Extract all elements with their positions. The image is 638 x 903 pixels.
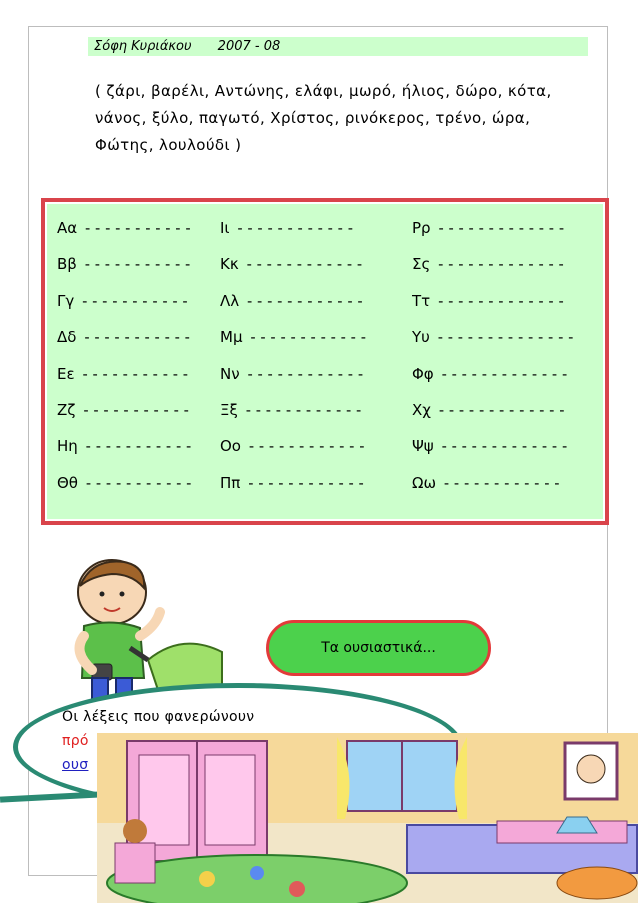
bedroom-illustration bbox=[97, 733, 638, 903]
alphabet-cell bbox=[220, 319, 412, 355]
alphabet-letters: Ρρ bbox=[412, 219, 431, 237]
word-list-line: ( ζάρι, βαρέλι, Αντώνης, ελάφι, μωρό, ήλιος, δώρο, κότα, bbox=[95, 82, 552, 100]
alphabet-blank-line: ------------- bbox=[439, 364, 571, 383]
alphabet-blank-line: ------------ bbox=[235, 219, 356, 237]
word-list-line: νάνος, ξύλο, παγωτό, Χρίστος, ρινόκερος, τρένο, ώρα, bbox=[95, 109, 531, 127]
alphabet-cell bbox=[57, 283, 220, 319]
alphabet-blank-line: ----------- bbox=[82, 328, 193, 347]
alphabet-blank-line: ----------- bbox=[83, 473, 195, 492]
alphabet-blank-line: ------------- bbox=[436, 255, 567, 274]
alphabet-letters: Νν bbox=[220, 364, 240, 383]
definition-line-3: ουσ bbox=[62, 757, 89, 773]
alphabet-blank-line: ------------ bbox=[248, 328, 369, 347]
alphabet-cell bbox=[412, 319, 597, 355]
header-bar bbox=[88, 37, 588, 56]
alphabet-cell bbox=[57, 246, 220, 282]
alphabet-letters: Ιι bbox=[220, 219, 230, 237]
alphabet-panel bbox=[45, 202, 605, 521]
alphabet-letters: Υυ bbox=[412, 328, 430, 347]
alphabet-cell bbox=[412, 283, 597, 319]
alphabet-cell bbox=[412, 246, 597, 282]
definition-line-2: πρό bbox=[62, 733, 89, 749]
nouns-pill-button[interactable] bbox=[266, 620, 491, 676]
alphabet-blank-line: ------------- bbox=[436, 219, 567, 237]
alphabet-cell bbox=[412, 465, 597, 501]
alphabet-letters: Ψψ bbox=[412, 437, 434, 456]
alphabet-cell bbox=[57, 465, 220, 501]
alphabet-frame bbox=[41, 198, 609, 525]
word-list bbox=[95, 78, 585, 159]
alphabet-letters: Φφ bbox=[412, 364, 434, 383]
alphabet-blank-line: ----------- bbox=[80, 364, 191, 383]
alphabet-letters: Ξξ bbox=[220, 400, 238, 419]
definition-line-1: Οι λέξεις που φανερώνουν bbox=[62, 709, 255, 725]
alphabet-letters: Ηη bbox=[57, 437, 78, 456]
alphabet-blank-line: ------------ bbox=[442, 473, 563, 492]
alphabet-letters: Χχ bbox=[412, 400, 431, 419]
alphabet-cell bbox=[220, 246, 412, 282]
alphabet-letters: Αα bbox=[57, 219, 78, 237]
alphabet-blank-line: ------------ bbox=[244, 255, 366, 274]
author-name: Σόφη Κυριάκου bbox=[94, 39, 192, 54]
alphabet-cell bbox=[57, 392, 220, 428]
alphabet-letters: Δδ bbox=[57, 328, 77, 347]
school-year: 2007 - 08 bbox=[217, 39, 281, 54]
alphabet-cell bbox=[220, 465, 412, 501]
alphabet-blank-line: ------------ bbox=[245, 364, 366, 383]
word-list-line: Φώτης, λουλούδι ) bbox=[95, 136, 242, 154]
alphabet-letters: Σς bbox=[412, 255, 431, 274]
alphabet-blank-line: ------------- bbox=[436, 400, 568, 419]
alphabet-blank-line: ------------ bbox=[246, 473, 367, 492]
alphabet-cell bbox=[57, 428, 220, 464]
alphabet-blank-line: ------------- bbox=[439, 437, 571, 456]
alphabet-blank-line: ----------- bbox=[82, 255, 194, 274]
alphabet-cell bbox=[220, 283, 412, 319]
alphabet-cell bbox=[57, 356, 220, 392]
alphabet-cell bbox=[412, 356, 597, 392]
alphabet-letters: Κκ bbox=[220, 255, 239, 274]
alphabet-blank-line: ------------ bbox=[245, 291, 366, 310]
alphabet-letters: Ττ bbox=[412, 291, 431, 310]
alphabet-cell bbox=[412, 428, 597, 464]
alphabet-cell bbox=[220, 210, 412, 246]
alphabet-blank-line: ----------- bbox=[83, 437, 195, 456]
alphabet-blank-line: ------------ bbox=[246, 437, 368, 456]
alphabet-letters: Οο bbox=[220, 437, 241, 456]
alphabet-cell bbox=[412, 392, 597, 428]
alphabet-blank-line: ------------- bbox=[436, 291, 567, 310]
alphabet-cell bbox=[220, 428, 412, 464]
alphabet-letters: Ζζ bbox=[57, 400, 76, 419]
alphabet-cell bbox=[412, 210, 597, 246]
alphabet-letters: Μμ bbox=[220, 328, 243, 347]
alphabet-blank-line: -------------- bbox=[435, 328, 577, 347]
alphabet-letters: Λλ bbox=[220, 291, 240, 310]
alphabet-letters: Εε bbox=[57, 364, 75, 383]
alphabet-letters: Ππ bbox=[220, 473, 241, 492]
alphabet-blank-line: ----------- bbox=[83, 219, 194, 237]
alphabet-letters: Ββ bbox=[57, 255, 77, 274]
alphabet-blank-line: ------------ bbox=[243, 400, 365, 419]
alphabet-cell bbox=[220, 356, 412, 392]
alphabet-cell bbox=[57, 319, 220, 355]
alphabet-letters: Γγ bbox=[57, 291, 75, 310]
alphabet-letters: Θθ bbox=[57, 473, 78, 492]
alphabet-cell bbox=[220, 392, 412, 428]
nouns-pill-label: Τα ουσιαστικά... bbox=[321, 640, 436, 656]
alphabet-blank-line: ----------- bbox=[80, 291, 191, 310]
alphabet-cell bbox=[57, 210, 220, 246]
alphabet-blank-line: ----------- bbox=[81, 400, 192, 419]
alphabet-letters: Ωω bbox=[412, 473, 437, 492]
alphabet-grid bbox=[57, 210, 597, 501]
